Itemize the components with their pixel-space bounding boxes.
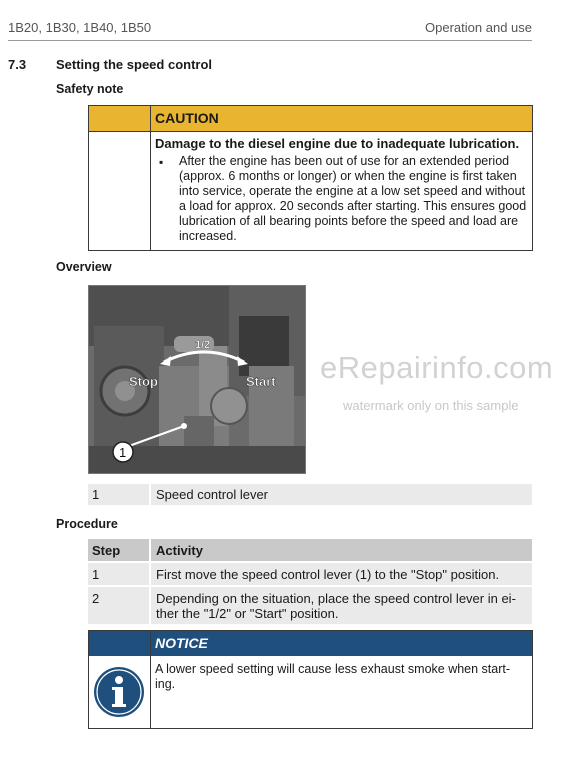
overview-heading: Overview bbox=[56, 260, 112, 274]
start-label: Start bbox=[246, 374, 276, 389]
procedure-heading: Procedure bbox=[56, 517, 118, 531]
step-number: 2 bbox=[92, 591, 100, 606]
callout-label: 1 bbox=[119, 445, 127, 460]
caution-header bbox=[89, 106, 532, 132]
legend-text: Speed control lever bbox=[156, 487, 269, 502]
caution-divider bbox=[150, 106, 151, 250]
notice-text: A lower speed setting will cause less exhaust smoke when start-ing. bbox=[155, 662, 511, 691]
section-title: Setting the speed control bbox=[56, 57, 213, 72]
header-models: 1B20, 1B30, 1B40, 1B50 bbox=[8, 20, 152, 35]
section-number: 7.3 bbox=[8, 57, 27, 72]
table-header-row bbox=[88, 539, 532, 561]
column-header-step: Step bbox=[92, 543, 121, 558]
header-section: Operation and use bbox=[425, 20, 532, 35]
bullet-icon: ▪ bbox=[159, 155, 164, 169]
engine-photo-drawing bbox=[89, 286, 305, 473]
watermark-text: eRepairinfo.com bbox=[320, 350, 554, 385]
column-divider bbox=[149, 563, 151, 585]
caution-title: Damage to the diesel engine due to inadequate lubrication. bbox=[155, 136, 520, 151]
column-divider bbox=[149, 587, 151, 624]
notice-divider bbox=[150, 631, 151, 728]
step-activity: First move the speed control lever (1) to the "Stop" position. bbox=[156, 567, 500, 582]
legend-divider bbox=[149, 484, 151, 505]
caution-text: After the engine has been out of use for an extended period (approx. 6 months or longer) or when the engine is first taken into service, operate the engine at a low set speed and without a load for approx. 20 seconds after starting. This ensures good lubrication of all bearing points before the speed and load are increased. bbox=[179, 154, 527, 243]
stop-label: Stop bbox=[129, 374, 158, 389]
caution-label: CAUTION bbox=[155, 110, 219, 126]
column-header-activity: Activity bbox=[156, 543, 203, 558]
header-rule bbox=[8, 40, 532, 41]
engine-photo bbox=[88, 285, 306, 474]
notice-box bbox=[88, 630, 533, 729]
safety-heading: Safety note bbox=[56, 82, 124, 96]
step-number: 1 bbox=[92, 567, 100, 582]
legend-row bbox=[88, 484, 532, 505]
step-activity: Depending on the situation, place the speed control lever in ei-ther the "1/2" or "Start" position. bbox=[156, 591, 516, 621]
notice-header bbox=[89, 631, 532, 656]
table-row bbox=[88, 587, 532, 624]
caution-box bbox=[88, 105, 533, 251]
column-divider bbox=[149, 539, 151, 561]
legend-number: 1 bbox=[92, 487, 100, 502]
notice-label: NOTICE bbox=[155, 635, 208, 651]
info-icon bbox=[93, 666, 145, 718]
watermark-note: watermark only on this sample bbox=[343, 398, 519, 413]
half-label: 1/2 bbox=[195, 339, 211, 351]
table-row bbox=[88, 563, 532, 585]
